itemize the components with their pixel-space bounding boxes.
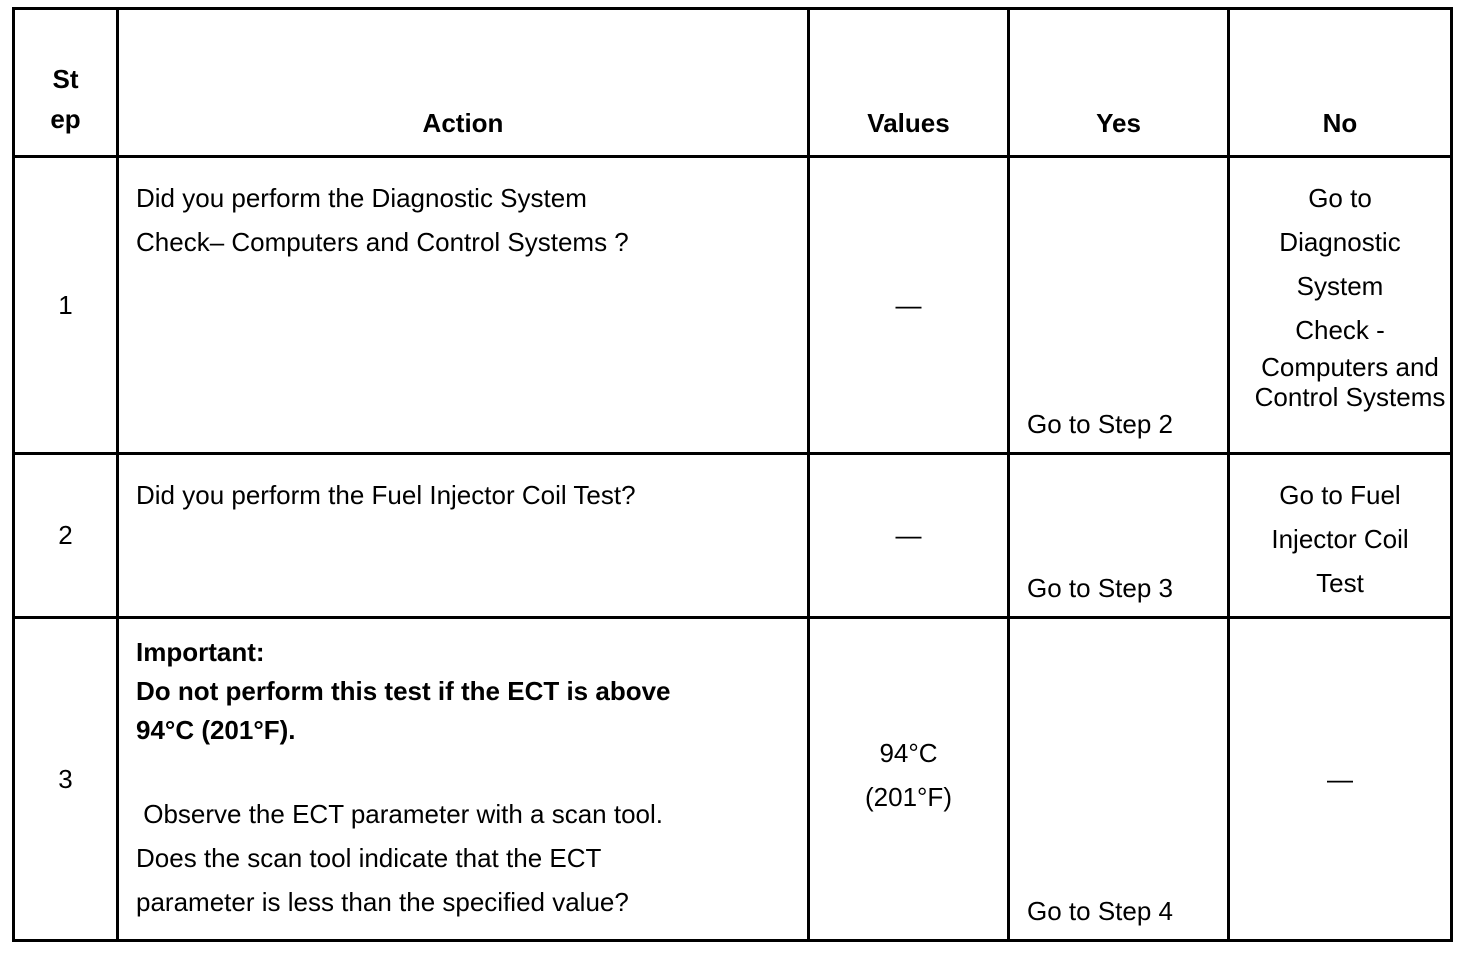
- table-row: [14, 454, 1452, 618]
- action-cell: [118, 157, 809, 454]
- header-no: No: [1229, 9, 1452, 157]
- action-line: parameter is less than the specified value?: [136, 887, 629, 917]
- no-line[interactable]: System: [1296, 271, 1384, 301]
- action-line: Observe the ECT parameter with a scan tool.: [136, 799, 663, 829]
- no-cell: [1229, 157, 1452, 454]
- header-action: Action: [118, 9, 809, 157]
- step-number: 2: [14, 454, 118, 618]
- action-line: Does the scan tool indicate that the ECT: [136, 843, 602, 873]
- diagnostic-table: [12, 7, 1453, 942]
- values-cell: [809, 157, 1009, 454]
- header-step-line1: St: [52, 64, 79, 94]
- important-label: Important:: [136, 637, 265, 667]
- yes-cell: [1009, 454, 1229, 618]
- no-line[interactable]: Check -: [1295, 315, 1385, 345]
- step-number: 1: [14, 157, 118, 454]
- action-line: Check– Computers and Control Systems ?: [136, 227, 629, 257]
- table-row: [14, 618, 1452, 941]
- yes-link[interactable]: Go to Step 2: [1027, 409, 1173, 439]
- value-dash: —: [895, 289, 922, 320]
- important-line: 94°C (201°F).: [136, 715, 296, 745]
- value-dash: —: [895, 520, 922, 550]
- value-line: 94°C: [879, 738, 938, 768]
- yes-cell: [1009, 157, 1229, 454]
- values-cell: [809, 618, 1009, 941]
- no-line[interactable]: Injector Coil: [1271, 524, 1409, 554]
- no-dash: —: [1327, 763, 1353, 794]
- values-cell: [809, 454, 1009, 618]
- header-step: [14, 9, 118, 157]
- no-line[interactable]: Control Systems: [1254, 382, 1446, 412]
- value-line: (201°F): [865, 782, 952, 812]
- header-values: Values: [809, 9, 1009, 157]
- yes-cell: [1009, 618, 1229, 941]
- no-cell: [1229, 454, 1452, 618]
- no-cell: [1229, 618, 1452, 941]
- action-cell: [118, 618, 809, 941]
- action-line: Did you perform the Fuel Injector Coil Test?: [136, 480, 636, 510]
- yes-link[interactable]: Go to Step 4: [1027, 896, 1173, 926]
- no-line[interactable]: Test: [1316, 568, 1364, 598]
- no-line[interactable]: Diagnostic: [1279, 227, 1401, 257]
- yes-link[interactable]: Go to Step 3: [1027, 573, 1173, 603]
- header-yes: Yes: [1009, 9, 1229, 157]
- table-row: [14, 157, 1452, 454]
- no-line[interactable]: Computers and: [1261, 352, 1439, 382]
- header-step-line2: ep: [50, 104, 81, 134]
- action-line: Did you perform the Diagnostic System: [136, 183, 587, 213]
- no-line[interactable]: Go to: [1308, 183, 1372, 213]
- action-cell: [118, 454, 809, 618]
- no-line[interactable]: Go to Fuel: [1279, 480, 1401, 510]
- header-row: [14, 9, 1452, 157]
- important-line: Do not perform this test if the ECT is above: [136, 676, 671, 706]
- step-number: 3: [14, 618, 118, 941]
